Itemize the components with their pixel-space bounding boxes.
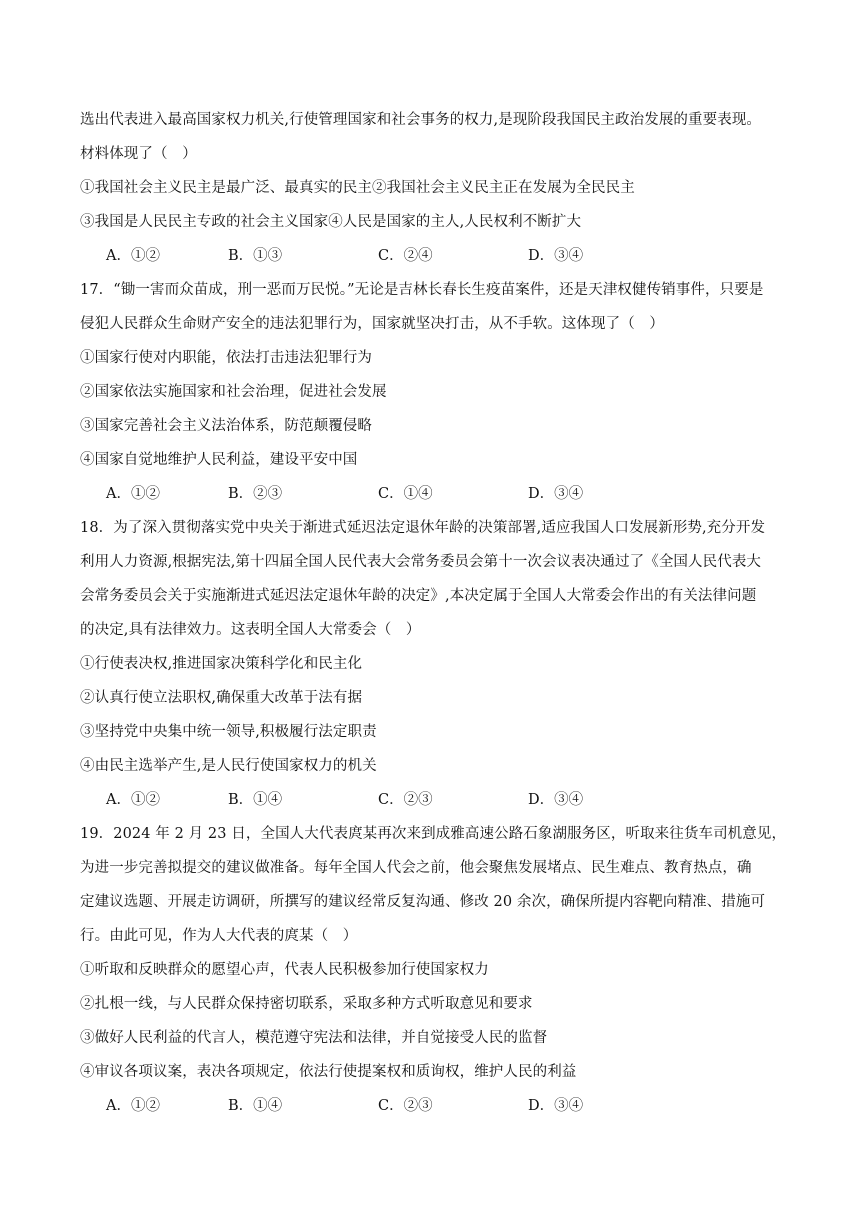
q17-option-b[interactable]: B．②③ <box>228 486 283 502</box>
q18-option-b[interactable]: B．①④ <box>228 792 283 808</box>
q16-item: ①我国社会主义民主是最广泛、最真实的民主②我国社会主义民主正在发展为全民民主 <box>80 180 635 196</box>
q17-stem-line: 17．“锄一害而众苗成，刑一恶而万民悦。”无论是吉林长春长生疫苗案件，还是天津权健传销事件，只要是 <box>80 282 764 298</box>
q19-item: ②扎根一线，与人民群众保持密切联系，采取多种方式听取意见和要求 <box>80 996 533 1012</box>
q17-item: ①国家行使对内职能，依法打击违法犯罪行为 <box>80 350 372 366</box>
q19-stem-line: 行。由此可见，作为人大代表的庹某（ ） <box>80 928 358 944</box>
q16-stem-line: 选出代表进入最高国家权力机关,行使管理国家和社会事务的权力,是现阶段我国民主政治发展的重要表现。 <box>80 112 762 128</box>
q17-option-c[interactable]: C．①④ <box>378 486 433 502</box>
q18-option-a[interactable]: A．①② <box>106 792 160 808</box>
q18-stem-line: 利用人力资源,根据宪法,第十四届全国人民代表大会常务委员会第十一次会议表决通过了《全国人民代表大 <box>80 554 762 570</box>
q19-option-d[interactable]: D．③④ <box>528 1098 584 1114</box>
q18-item: ①行使表决权,推进国家决策科学化和民主化 <box>80 656 363 672</box>
q17-item: ④国家自觉地维护人民利益，建设平安中国 <box>80 452 358 468</box>
q19-option-b[interactable]: B．①④ <box>228 1098 283 1114</box>
q16-stem-line: 材料体现了（ ） <box>80 146 197 162</box>
q17-stem-line: 侵犯人民群众生命财产安全的违法犯罪行为，国家就坚决打击，从不手软。这体现了（ ） <box>80 316 664 332</box>
q17-option-a[interactable]: A．①② <box>106 486 160 502</box>
q19-item: ④审议各项议案，表决各项规定，依法行使提案权和质询权，维护人民的利益 <box>80 1064 577 1080</box>
q16-option-b[interactable]: B．①③ <box>228 248 283 264</box>
q18-item: ②认真行使立法职权,确保重大改革于法有据 <box>80 690 363 706</box>
q16-option-a[interactable]: A．①② <box>106 248 160 264</box>
q19-stem-line: 定建议选题、开展走访调研，所撰写的建议经常反复沟通、修改 20 余次，确保所提内容靶向精准、措施可 <box>80 894 766 910</box>
q18-option-d[interactable]: D．③④ <box>528 792 584 808</box>
q18-option-c[interactable]: C．②③ <box>378 792 433 808</box>
q18-stem-line: 会常务委员会关于实施渐进式延迟法定退休年龄的决定》,本决定属于全国人大常委会作出的有关法律问题 <box>80 588 757 604</box>
q19-option-c[interactable]: C．②③ <box>378 1098 433 1114</box>
q16-option-d[interactable]: D．③④ <box>528 248 584 264</box>
q17-option-d[interactable]: D．③④ <box>528 486 584 502</box>
q16-option-c[interactable]: C．②④ <box>378 248 433 264</box>
q17-item: ②国家依法实施国家和社会治理，促进社会发展 <box>80 384 387 400</box>
q19-option-a[interactable]: A．①② <box>106 1098 160 1114</box>
q18-item: ③坚持党中央集中统一领导,积极履行法定职责 <box>80 724 377 740</box>
q19-item: ①听取和反映群众的愿望心声，代表人民积极参加行使国家权力 <box>80 962 489 978</box>
q18-stem-line: 18．为了深入贯彻落实党中央关于渐进式延迟法定退休年龄的决策部署,适应我国人口发展新形势,充分开发 <box>80 520 766 536</box>
q19-stem-line: 为进一步完善拟提交的建议做准备。每年全国人代会之前，他会聚焦发展堵点、民生难点、教育热点，确 <box>80 860 752 876</box>
q19-item: ③做好人民利益的代言人，模范遵守宪法和法律，并自觉接受人民的监督 <box>80 1030 548 1046</box>
q17-item: ③国家完善社会主义法治体系，防范颠覆侵略 <box>80 418 372 434</box>
q18-stem-line: 的决定,具有法律效力。这表明全国人大常委会（ ） <box>80 622 421 638</box>
q18-item: ④由民主选举产生,是人民行使国家权力的机关 <box>80 758 377 774</box>
q16-item: ③我国是人民民主专政的社会主义国家④人民是国家的主人,人民权利不断扩大 <box>80 214 582 230</box>
q19-stem-line: 19．2024 年 2 月 23 日，全国人大代表庹某再次来到成雅高速公路石象湖服务区，听取来往货车司机意见， <box>80 826 787 842</box>
